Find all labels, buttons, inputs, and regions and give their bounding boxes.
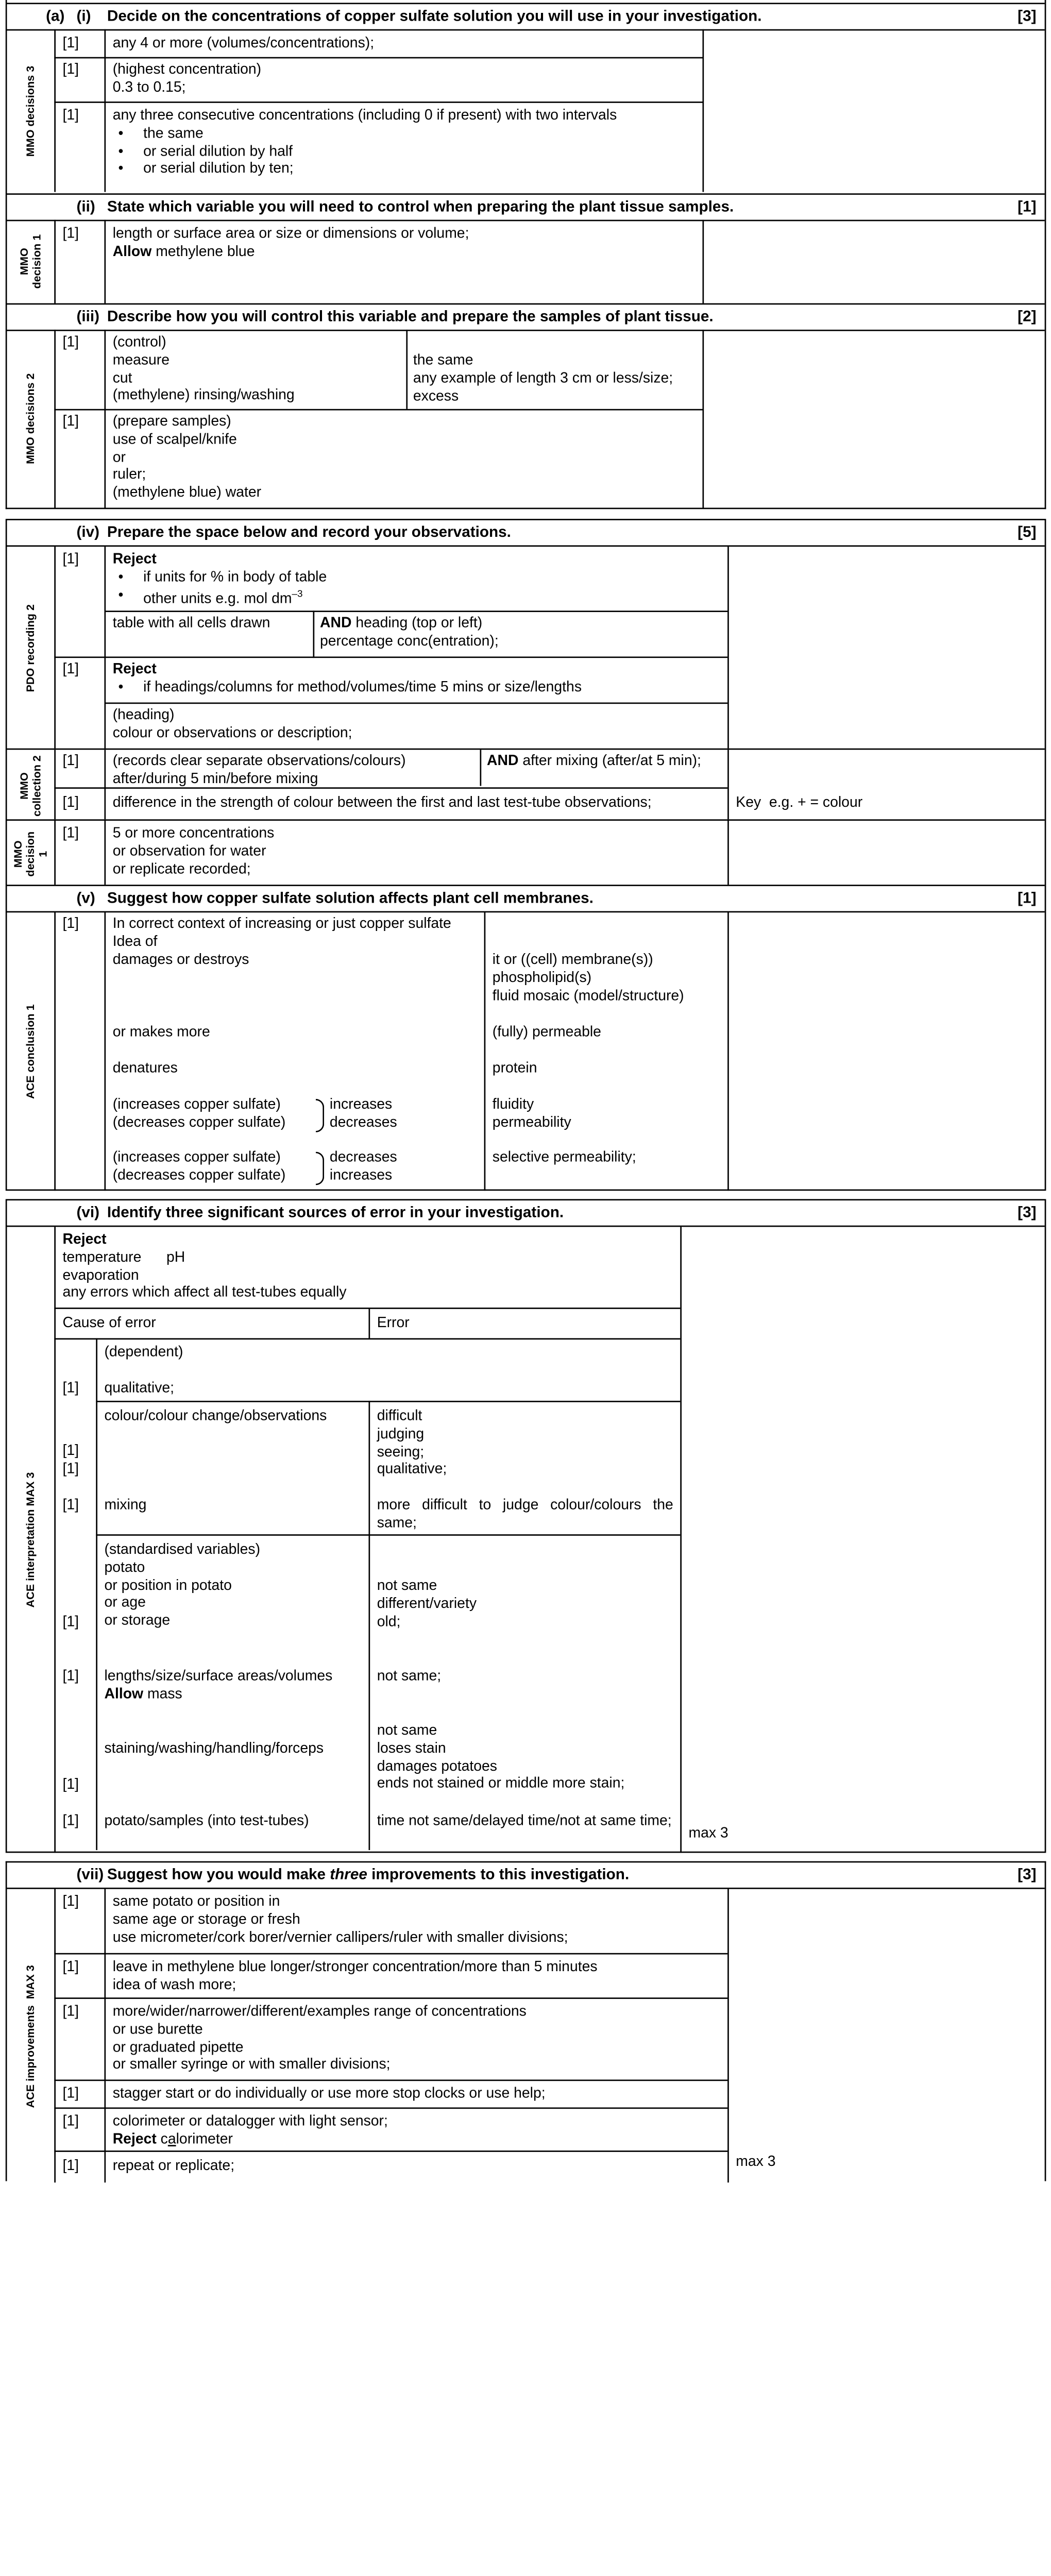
mark: [1] (62, 61, 79, 78)
mark: [1] (62, 1776, 79, 1793)
answer-line: (dependent) (104, 1344, 183, 1361)
mark: [1] (62, 225, 79, 242)
question-number: (iv) (76, 524, 100, 541)
answer-line: heading (top or left) (355, 615, 483, 632)
question-marks: [3] (1018, 8, 1037, 25)
allow-label: Allow (104, 1685, 144, 1703)
answer-line: ends not stained or middle more stain; (377, 1775, 625, 1792)
answer-line: or replicate recorded; (112, 860, 251, 877)
answer-line: difficult (377, 1408, 422, 1425)
answer-line: loses stain (377, 1740, 446, 1757)
answer-line: denatures (112, 1060, 178, 1077)
brace (316, 1099, 324, 1132)
answer-line: or (112, 449, 126, 466)
part-label: (a) (46, 8, 65, 25)
section-v-body (7, 911, 1045, 1191)
question-text: Describe how you will control this variable and prepare the samples of plant tissue. (107, 309, 714, 326)
answer-line: 5 or more concentrations (112, 825, 275, 842)
answer-line: temperature (62, 1249, 142, 1266)
mark: [1] (62, 1893, 79, 1910)
answer-line: potato (104, 1559, 145, 1576)
section-iv-decision (7, 819, 1045, 885)
question-iv-header (7, 520, 1045, 547)
answer-line: Idea of (112, 933, 158, 950)
answer-line: mixing (104, 1497, 147, 1514)
answer-line: increases (329, 1096, 393, 1113)
answer-line: colorimeter or datalogger with light sensor; (112, 2113, 388, 2130)
section-a-box (6, 0, 1046, 509)
section-vi-body (7, 1227, 1045, 1853)
side-label: MMO decisions 2 (24, 373, 37, 464)
answer-line: potato/samples (into test-tubes) (104, 1812, 309, 1829)
answer-line: idea of wash more; (112, 1976, 236, 1993)
section-iv-body (7, 547, 1045, 749)
mark: [1] (62, 752, 79, 770)
mark: [1] (62, 660, 79, 677)
side-label: MMO decisions 3 (24, 65, 37, 156)
allow-label: Allow (112, 243, 152, 260)
side-label: ACE improvements MAX 3 (24, 1964, 37, 2108)
answer-line: (standardised variables) (104, 1541, 261, 1558)
mark: [1] (62, 825, 79, 842)
mark: [1] (62, 334, 79, 351)
answer-line: cut (112, 369, 132, 386)
question-iii-header (7, 303, 1045, 331)
section-iv-v-box (6, 519, 1046, 1191)
question-text: Identify three significant sources of error in your investigation. (107, 1205, 564, 1222)
answer-line: any three consecutive concentrations (including 0 if present) with two intervals (112, 107, 617, 124)
max-note: max 3 (736, 2153, 776, 2170)
question-number: (vii) (76, 1867, 104, 1884)
bullet-item: • the same (113, 125, 617, 143)
answer-line: different/variety (377, 1595, 477, 1612)
answer-line: any errors which affect all test-tubes equally (62, 1284, 347, 1301)
answer-line: phospholipid(s) (492, 969, 592, 986)
answer-line: after mixing (after/at 5 min); (522, 752, 701, 770)
answer-line: table with all cells drawn (112, 615, 270, 632)
bullet-item: • if headings/columns for method/volumes/time 5 mins or size/lengths (113, 679, 582, 697)
section-iii-body (7, 330, 1045, 508)
answer-line: more/wider/narrower/different/examples range of concentrations (112, 2003, 527, 2020)
answer-line: (fully) permeable (492, 1024, 601, 1041)
answer-line: judging (377, 1425, 425, 1443)
answer-line: old; (377, 1613, 401, 1630)
answer-line: protein (492, 1060, 537, 1077)
answer-line: not same (377, 1577, 437, 1595)
mark: [1] (62, 2157, 79, 2175)
answer-line: repeat or replicate; (112, 2157, 235, 2175)
section-i-body (7, 29, 1045, 192)
side-label: MMO decision 1 (11, 831, 49, 876)
reject-label: Reject (112, 551, 157, 568)
answer-line: excess (413, 387, 459, 404)
answer-line: lengths/size/surface areas/volumes (104, 1668, 333, 1685)
answer-line: (decreases copper sulfate) (112, 1114, 286, 1131)
question-text: Prepare the space below and record your observations. (107, 524, 511, 541)
question-marks: [2] (1018, 309, 1037, 326)
mark: [1] (62, 1958, 79, 1975)
answer-line: qualitative; (377, 1461, 447, 1478)
mark: [1] (62, 551, 79, 568)
section-vii-box (6, 1861, 1046, 2181)
answer-line: or storage (104, 1612, 171, 1630)
question-marks: [1] (1018, 199, 1037, 216)
question-marks: [1] (1018, 890, 1037, 907)
answer-line: measure (112, 351, 170, 368)
answer-line: seeing; (377, 1443, 425, 1460)
and-label: AND (487, 752, 519, 770)
column-header-cause: Cause of error (62, 1314, 156, 1331)
answer-line: after/during 5 min/before mixing (112, 770, 318, 787)
reject-label: Reject (62, 1231, 107, 1248)
bullet-item: • or serial dilution by half (113, 143, 617, 161)
side-label: PDO recording 2 (24, 603, 37, 692)
max-note: max 3 (688, 1825, 728, 1842)
answer-line: more difficult to judge colour/colours the same; (377, 1497, 673, 1532)
answer-line: (control) (112, 334, 166, 351)
answer-line: any example of length 3 cm or less/size; (413, 369, 673, 387)
question-text: Suggest how copper sulfate solution affects plant cell membranes. (107, 890, 594, 907)
and-label: AND (320, 615, 352, 632)
question-vi-header (7, 1200, 1045, 1227)
answer-line: not same; (377, 1668, 442, 1685)
answer-line: leave in methylene blue longer/stronger concentration/more than 5 minutes (112, 1958, 598, 1975)
section-ii-body (7, 220, 1045, 303)
answer-line: use of scalpel/knife (112, 431, 237, 448)
section-vi-box (6, 1199, 1046, 1853)
answer-line: calorimeter (160, 2130, 233, 2148)
answer-line: colour or observations or description; (112, 724, 352, 741)
mark: [1] (62, 2003, 79, 2020)
brace (316, 1152, 324, 1185)
mark: [1] (62, 1497, 79, 1514)
answer-line: or use burette (112, 2021, 203, 2038)
mark: [1] (62, 1380, 79, 1397)
reject-label: Reject (112, 660, 157, 677)
answer-line: difference in the strength of colour between the first and last test-tube observations; (112, 794, 652, 811)
question-number: (iii) (76, 309, 100, 326)
mark: [1] (62, 35, 79, 52)
answer-line: fluidity (492, 1096, 534, 1113)
answer-line: any 4 or more (volumes/concentrations); (112, 35, 375, 52)
answer-line: In correct context of increasing or just copper sulfate (112, 915, 451, 932)
bullet-item: • if units for % in body of table (113, 569, 327, 587)
question-number: (v) (76, 890, 95, 907)
answer-line: (increases copper sulfate) (112, 1096, 281, 1113)
bullet-item: • other units e.g. mol $dm^{-3}$ (113, 586, 327, 607)
answer-line: pH (166, 1249, 185, 1266)
reject-label: Reject (112, 2130, 157, 2148)
question-a-i-header (7, 3, 1045, 30)
question-text: Suggest how you would make three improvements to this investigation. (107, 1867, 630, 1884)
answer-line: damages potatoes (377, 1757, 497, 1775)
answer-line: evaporation (62, 1266, 139, 1284)
answer-line: decreases (329, 1114, 397, 1131)
answer-line: damages or destroys (112, 951, 249, 968)
answer-line: fluid mosaic (model/structure) (492, 987, 684, 1004)
answer-line: (decreases copper sulfate) (112, 1166, 286, 1184)
section-vii-body (7, 1889, 1045, 2183)
mark: [1] (62, 2085, 79, 2102)
answer-line: staining/washing/handling/forceps (104, 1740, 324, 1757)
mark: [1] (62, 1812, 79, 1829)
mark: [1] (62, 2113, 79, 2130)
answer-line: or position in potato (104, 1577, 232, 1594)
answer-line: 0.3 to 0.15; (112, 79, 186, 96)
answer-line: (methylene) rinsing/washing (112, 387, 295, 404)
answer-line: colour/colour change/observations (104, 1408, 327, 1425)
mark: [1] (62, 1442, 79, 1460)
side-label: ACE conclusion 1 (24, 1004, 37, 1098)
answer-line: not same (377, 1722, 437, 1739)
answer-line: same age or storage or fresh (112, 1911, 300, 1928)
answer-line: stagger start or do individually or use more stop clocks or use help; (112, 2085, 546, 2102)
bullet-item: • or serial dilution by ten; (113, 161, 617, 179)
question-marks: [5] (1018, 524, 1037, 541)
answer-line: percentage conc(entration); (320, 632, 499, 650)
key-note: Key e.g. + = colour (736, 794, 863, 811)
answer-line: or observation for water (112, 842, 266, 860)
answer-line: or smaller syringe or with smaller divisions; (112, 2056, 391, 2074)
side-label: ACE interpretation MAX 3 (24, 1472, 37, 1608)
answer-line: (heading) (112, 706, 175, 723)
answer-line: or age (104, 1595, 146, 1612)
answer-line: length or surface area or size or dimensions or volume; (112, 225, 469, 242)
answer-line: (highest concentration) (112, 61, 262, 78)
question-ii-header (7, 193, 1045, 221)
section-iv-collection (7, 749, 1045, 820)
answer-line: decreases (329, 1149, 397, 1166)
answer-line: (increases copper sulfate) (112, 1149, 281, 1166)
question-vii-header (7, 1862, 1045, 1889)
question-number: (i) (76, 8, 91, 25)
question-text: Decide on the concentrations of copper sulfate solution you will use in your investigation. (107, 8, 762, 25)
question-number: (ii) (76, 199, 95, 216)
side-label: MMO decision 1 (18, 234, 43, 289)
answer-line: the same (413, 352, 473, 369)
mark: [1] (62, 107, 79, 124)
answer-line: mass (147, 1685, 182, 1703)
answer-line: (prepare samples) (112, 413, 231, 430)
answer-line: use micrometer/cork borer/vernier callipers/ruler with smaller divisions; (112, 1928, 568, 1946)
answer-line: time not same/delayed time/not at same time; (377, 1812, 672, 1829)
question-number: (vi) (76, 1205, 100, 1222)
answer-line: permeability (492, 1114, 571, 1131)
question-marks: [3] (1018, 1205, 1037, 1222)
mark: [1] (62, 1461, 79, 1478)
question-marks: [3] (1018, 1867, 1037, 1884)
mark: [1] (62, 915, 79, 932)
answer-line: (methylene blue) water (112, 484, 262, 501)
column-header-error: Error (377, 1314, 410, 1331)
answer-line: selective permeability; (492, 1149, 636, 1166)
answer-line: (records clear separate observations/colours) (112, 752, 406, 770)
question-text: State which variable you will need to control when preparing the plant tissue samples. (107, 199, 734, 216)
answer-line: or graduated pipette (112, 2039, 244, 2056)
mark: [1] (62, 794, 79, 811)
answer-line: methylene blue (156, 243, 255, 260)
mark: [1] (62, 1614, 79, 1631)
side-label: MMO collection 2 (18, 754, 43, 816)
mark: [1] (62, 1668, 79, 1685)
answer-line: qualitative; (104, 1380, 175, 1397)
answer-line: or makes more (112, 1024, 210, 1041)
answer-line: ruler; (112, 466, 146, 483)
answer-line: increases (329, 1166, 393, 1184)
question-v-header (7, 885, 1045, 912)
answer-line: it or ((cell) membrane(s)) (492, 951, 653, 969)
mark: [1] (62, 413, 79, 430)
answer-line: same potato or position in (112, 1893, 280, 1910)
